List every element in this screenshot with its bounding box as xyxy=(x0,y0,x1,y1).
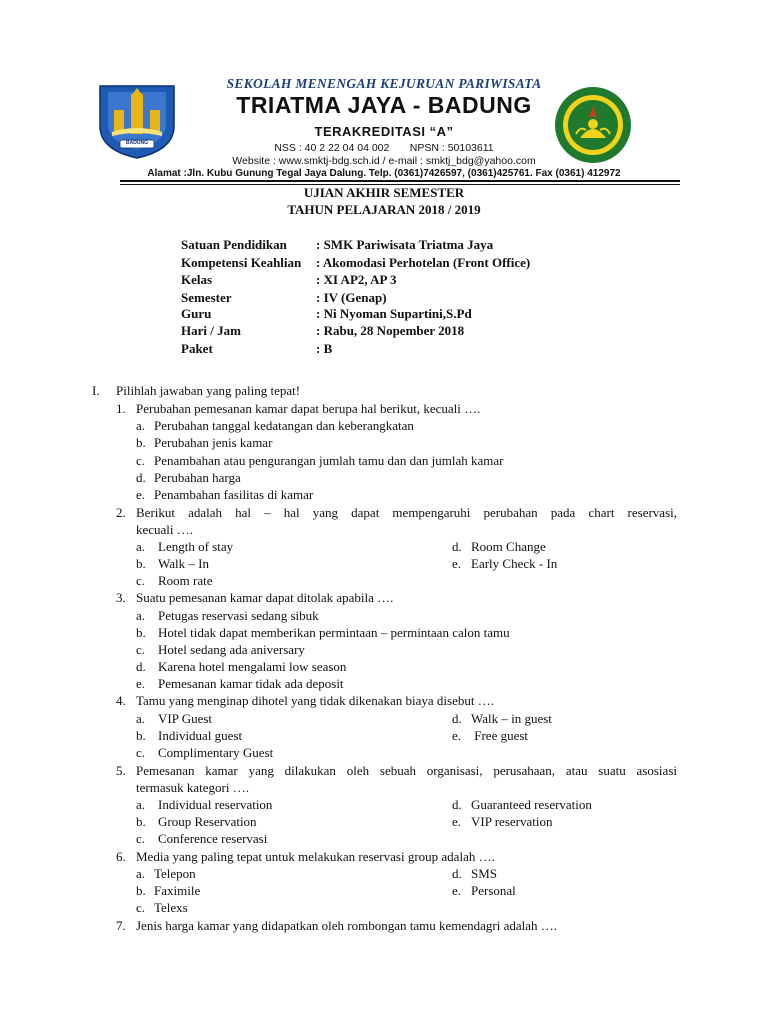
option-letter: d. xyxy=(452,711,462,726)
option-text: Room rate xyxy=(158,573,213,588)
option-letter: a. xyxy=(136,608,146,623)
option-text: Complimentary Guest xyxy=(158,745,274,760)
option-letter: c. xyxy=(136,642,146,657)
option-text: Personal xyxy=(471,883,516,898)
question-text: Perubahan pemesanan kamar dapat berupa hal berikut, kecuali …. xyxy=(136,401,481,416)
info-label: Semester xyxy=(181,290,232,305)
nss-npsn: NSS : 40 2 22 04 04 002 NPSN : 50103611 xyxy=(274,142,494,154)
option-letter: c. xyxy=(136,573,146,588)
option-letter: b. xyxy=(136,435,146,450)
option-text: Conference reservasi xyxy=(158,831,268,846)
option-letter: d. xyxy=(452,866,462,881)
option-text: Penambahan atau pengurangan jumlah tamu dan dan jumlah kamar xyxy=(154,453,504,468)
option-text: Free guest xyxy=(471,728,529,743)
option-letter: e. xyxy=(136,676,146,691)
option-letter: d. xyxy=(136,659,146,674)
option-text: Guaranteed reservation xyxy=(471,797,592,812)
option-text: Pemesanan kamar tidak ada deposit xyxy=(158,676,344,691)
info-label: Kompetensi Keahlian xyxy=(181,255,302,270)
section-instruction: Pilihlah jawaban yang paling tepat! xyxy=(116,383,301,398)
website-email: Website : www.smktj-bdg.sch.id / e-mail : smktj_bdg@yahoo.com xyxy=(232,155,536,167)
info-label: Guru xyxy=(181,306,212,321)
info-label: Hari / Jam xyxy=(181,323,241,338)
question-text-cont: kecuali …. xyxy=(136,522,194,537)
option-text: VIP Guest xyxy=(158,711,213,726)
question-text: Tamu yang menginap dihotel yang tidak dikenakan biaya disebut …. xyxy=(136,693,494,708)
option-letter: a. xyxy=(136,866,146,881)
school-address: Alamat :Jln. Kubu Gunung Tegal Jaya Dalung. Telp. (0361)7426597, (0361)425761. Fax (0361) 412972 xyxy=(147,168,621,179)
info-value: : XI AP2, AP 3 xyxy=(316,272,397,287)
option-letter: a. xyxy=(136,539,146,554)
exam-title: UJIAN AKHIR SEMESTER xyxy=(303,185,465,200)
option-text: Telepon xyxy=(154,866,196,881)
option-letter: e. xyxy=(452,728,462,743)
question-number: 3. xyxy=(116,590,126,605)
option-text: Petugas reservasi sedang sibuk xyxy=(158,608,319,623)
question-text: Berikut adalah hal – hal yang dapat mempengaruhi perubahan pada chart reservasi, xyxy=(136,505,677,520)
info-value: : Rabu, 28 Nopember 2018 xyxy=(316,323,465,338)
question-number: 2. xyxy=(116,505,126,520)
section-number: I. xyxy=(92,383,100,398)
question-number: 7. xyxy=(116,918,126,933)
option-text: Perubahan jenis kamar xyxy=(154,435,273,450)
option-letter: c. xyxy=(136,453,146,468)
option-text: Walk – in guest xyxy=(471,711,552,726)
school-type: SEKOLAH MENENGAH KEJURUAN PARIWISATA xyxy=(226,76,542,91)
option-text: Penambahan fasilitas di kamar xyxy=(154,487,314,502)
info-value: : SMK Pariwisata Triatma Jaya xyxy=(316,237,494,252)
question-text: Jenis harga kamar yang didapatkan oleh rombongan tamu kemendagri adalah …. xyxy=(136,918,558,933)
option-letter: c. xyxy=(136,831,146,846)
option-text: VIP reservation xyxy=(471,814,553,829)
accreditation: TERAKREDITASI “A” xyxy=(314,124,454,139)
info-label: Satuan Pendidikan xyxy=(181,237,287,252)
option-letter: b. xyxy=(136,728,146,743)
info-value: : Akomodasi Perhotelan (Front Office) xyxy=(316,255,531,270)
option-letter: b. xyxy=(136,625,146,640)
option-text: Group Reservation xyxy=(158,814,257,829)
option-text: Perubahan tanggal kedatangan dan keberangkatan xyxy=(154,418,414,433)
option-letter: c. xyxy=(136,745,146,760)
option-text: Early Check - In xyxy=(471,556,558,571)
info-label: Kelas xyxy=(181,272,213,287)
question-text-cont: termasuk kategori …. xyxy=(136,780,249,795)
header-rule-thick xyxy=(120,180,680,182)
option-letter: d. xyxy=(452,539,462,554)
info-value: : Ni Nyoman Supartini,S.Pd xyxy=(316,306,472,321)
question-text: Suatu pemesanan kamar dapat ditolak apabila …. xyxy=(136,590,394,605)
question-number: 1. xyxy=(116,401,126,416)
option-letter: c. xyxy=(136,900,146,915)
info-label: Paket xyxy=(181,341,213,356)
option-letter: d. xyxy=(452,797,462,812)
school-name: TRIATMA JAYA - BADUNG xyxy=(236,92,532,118)
option-text: Individual guest xyxy=(158,728,243,743)
option-text: Faximile xyxy=(154,883,201,898)
option-letter: e. xyxy=(136,487,146,502)
option-letter: d. xyxy=(136,470,146,485)
question-number: 4. xyxy=(116,693,126,708)
option-text: Karena hotel mengalami low season xyxy=(158,659,347,674)
question-text: Pemesanan kamar yang dilakukan oleh sebuah organisasi, perusahaan, atau suatu asosiasi xyxy=(136,763,677,778)
option-letter: a. xyxy=(136,711,146,726)
info-value: : B xyxy=(316,341,333,356)
option-text: Length of stay xyxy=(158,539,234,554)
option-letter: e. xyxy=(452,814,462,829)
option-letter: b. xyxy=(136,883,146,898)
option-letter: a. xyxy=(136,418,146,433)
option-letter: b. xyxy=(136,814,146,829)
option-letter: a. xyxy=(136,797,146,812)
exam-year: TAHUN PELAJARAN 2018 / 2019 xyxy=(287,202,481,217)
option-text: Hotel sedang ada aniversary xyxy=(158,642,305,657)
left-logo-label: BADUNG xyxy=(126,140,148,146)
option-letter: e. xyxy=(452,556,462,571)
option-text: Individual reservation xyxy=(158,797,273,812)
question-number: 5. xyxy=(116,763,126,778)
option-letter: b. xyxy=(136,556,146,571)
option-text: Hotel tidak dapat memberikan permintaan – permintaan calon tamu xyxy=(158,625,510,640)
question-number: 6. xyxy=(116,849,126,864)
option-letter: e. xyxy=(452,883,462,898)
option-text: Telexs xyxy=(154,900,188,915)
option-text: Room Change xyxy=(471,539,546,554)
info-value: : IV (Genap) xyxy=(316,290,387,305)
option-text: Perubahan harga xyxy=(154,470,241,485)
question-text: Media yang paling tepat untuk melakukan reservasi group adalah …. xyxy=(136,849,495,864)
option-text: Walk – In xyxy=(158,556,209,571)
option-text: SMS xyxy=(471,866,498,881)
